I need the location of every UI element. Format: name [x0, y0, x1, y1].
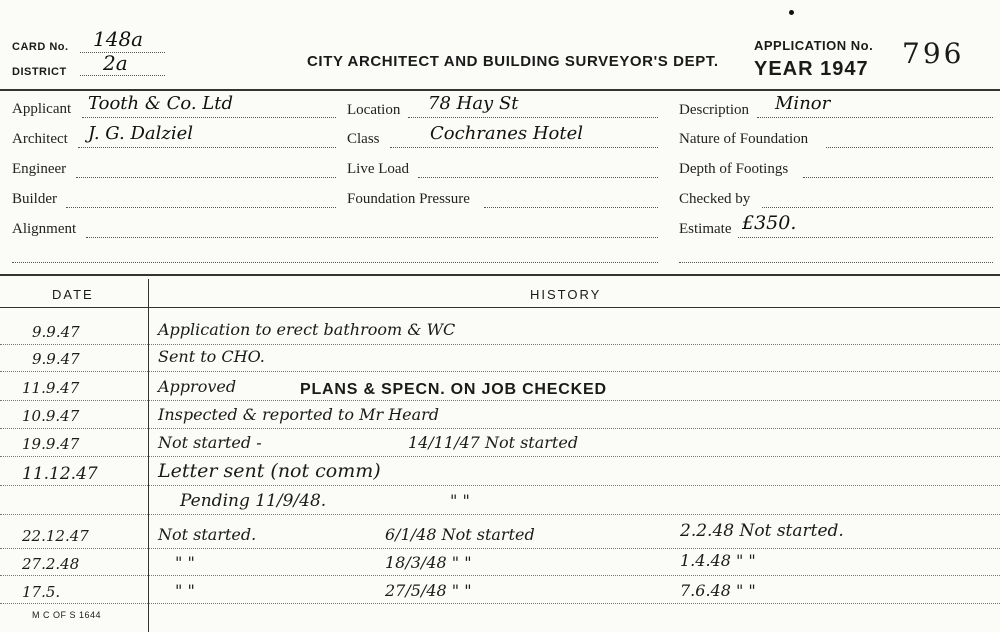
history-entry: Inspected & reported to Mr Heard [158, 405, 440, 424]
applicant-value: Tooth & Co. Ltd [88, 93, 234, 114]
architect-label: Architect [12, 131, 68, 147]
history-entry: Not started. [158, 525, 257, 544]
history-header-rule [0, 307, 1000, 308]
history-entry: Letter sent (not comm) [158, 460, 381, 482]
history-date: 9.9.47 [32, 323, 80, 341]
header-rule [0, 89, 1000, 91]
checked-by-label: Checked by [679, 191, 751, 207]
history-date: 27.2.48 [22, 555, 80, 573]
history-date: 9.9.47 [32, 350, 80, 368]
history-entry-extra: 18/3/48 " " [385, 553, 472, 572]
application-no-label: APPLICATION No. [754, 38, 874, 53]
live-load-label: Live Load [347, 161, 410, 177]
history-entry: Pending 11/9/48. [180, 491, 327, 511]
history-entry-extra: " " [450, 491, 470, 510]
history-header: HISTORY [530, 287, 602, 302]
application-no-value: 796 [902, 37, 965, 70]
district-label: DISTRICT [12, 66, 67, 78]
year-label: YEAR 1947 [754, 58, 869, 80]
estimate-value: £350. [742, 212, 797, 234]
estimate-label: Estimate [679, 221, 732, 237]
description-value: Minor [775, 93, 831, 114]
district-value: 2a [103, 51, 128, 75]
dept-title: CITY ARCHITECT AND BUILDING SURVEYOR'S DEPT. [307, 53, 719, 70]
history-entry: Approved [158, 377, 237, 396]
history-date: 10.9.47 [22, 407, 80, 425]
history-entry: Sent to CHO. [158, 347, 265, 366]
fields-bottom-rule [0, 274, 1000, 276]
location-label: Location [347, 102, 401, 118]
history-date: 17.5. [22, 583, 61, 601]
history-entry: Not started - [158, 433, 262, 452]
history-date: 11.9.47 [22, 379, 80, 397]
engineer-label: Engineer [12, 161, 67, 177]
history-entry-extra: 1.4.48 " " [680, 551, 756, 570]
history-entry: " " [175, 581, 195, 600]
history-entry: Application to erect bathroom & WC [158, 320, 456, 339]
history-entry-extra: 7.6.48 " " [680, 581, 756, 600]
history-entry-extra: 27/5/48 " " [385, 581, 472, 600]
ink-speck [789, 10, 794, 15]
history-entry-extra: 2.2.48 Not started. [680, 521, 844, 541]
nature-of-foundation-label: Nature of Foundation [679, 131, 809, 147]
date-header: DATE [52, 287, 94, 302]
applicant-label: Applicant [12, 101, 72, 117]
depth-of-footings-label: Depth of Footings [679, 161, 789, 177]
history-entry: " " [175, 553, 195, 572]
class-label: Class [347, 131, 380, 147]
history-date: 22.12.47 [22, 527, 89, 545]
description-label: Description [679, 102, 749, 118]
history-date: 11.12.47 [22, 464, 98, 484]
foundation-pressure-label: Foundation Pressure [347, 191, 470, 207]
alignment-label: Alignment [12, 221, 77, 237]
builder-label: Builder [12, 191, 57, 207]
plans-checked-stamp: PLANS & SPECN. ON JOB CHECKED [300, 381, 607, 398]
history-entry-extra: 6/1/48 Not started [385, 525, 535, 544]
history-date: 19.9.47 [22, 435, 80, 453]
history-entry-extra: 14/11/47 Not started [408, 433, 579, 452]
location-value: 78 Hay St [428, 93, 519, 114]
architect-value: J. G. Dalziel [88, 123, 194, 144]
footer-code: M C OF S 1644 [32, 610, 102, 620]
card-no-value: 148a [93, 27, 144, 51]
card-no-label: CARD No. [12, 41, 69, 53]
class-value: Cochranes Hotel [430, 123, 583, 144]
